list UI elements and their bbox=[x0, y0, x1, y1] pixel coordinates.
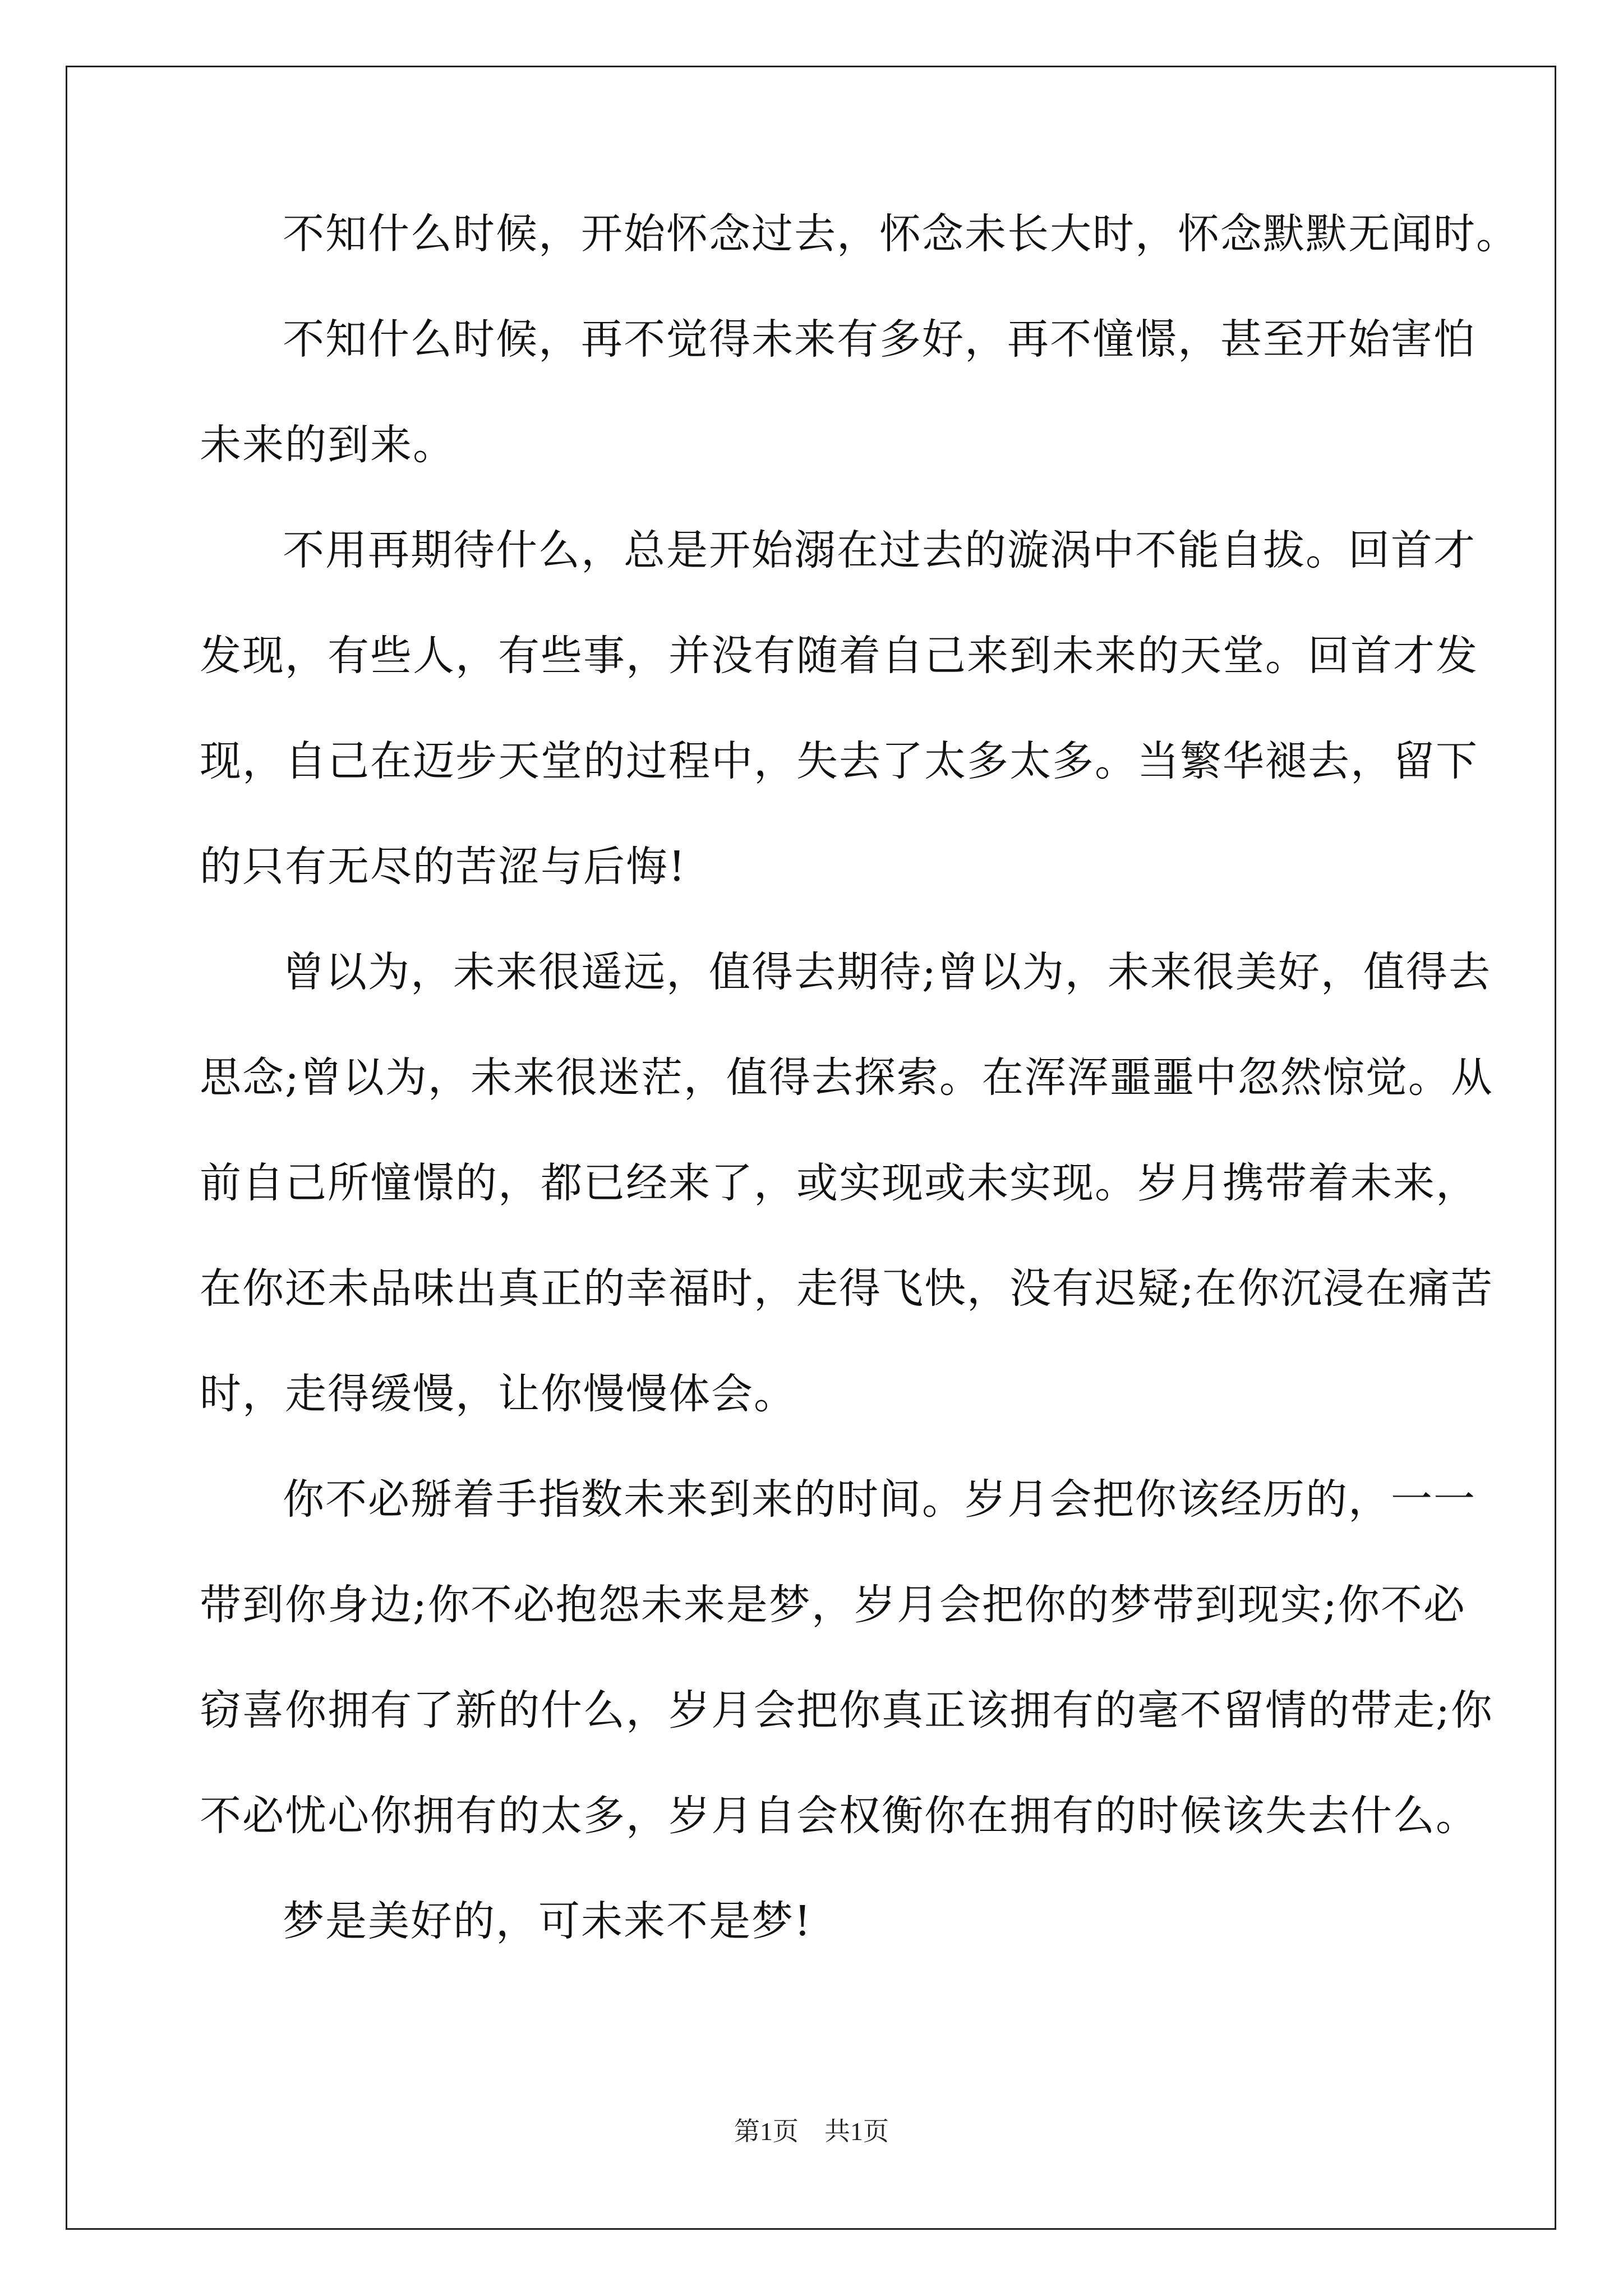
paragraph-4-line-1: 曾以为，未来很遥远，值得去期待;曾以为，未来很美好，值得去 bbox=[283, 948, 1491, 996]
paragraph-5-line-3: 窃喜你拥有了新的什么，岁月会把你真正该拥有的毫不留情的带走;你 bbox=[200, 1686, 1493, 1734]
paragraph-3-line-1: 不用再期待什么，总是开始溺在过去的漩涡中不能自拔。回首才 bbox=[283, 526, 1476, 574]
paragraph-5-line-2: 带到你身边;你不必抱怨未来是梦，岁月会把你的梦带到现实;你不必 bbox=[200, 1581, 1466, 1629]
paragraph-3-line-2: 发现，有些人，有些事，并没有随着自己来到未来的天堂。回首才发 bbox=[200, 632, 1478, 680]
paragraph-5-line-1: 你不必掰着手指数未来到来的时间。岁月会把你该经历的，一一 bbox=[283, 1475, 1476, 1524]
paragraph-4-line-3: 前自己所憧憬的，都已经来了，或实现或未实现。岁月携带着未来， bbox=[200, 1159, 1478, 1207]
paragraph-3-line-3: 现，自己在迈步天堂的过程中，失去了太多太多。当繁华褪去，留下 bbox=[200, 737, 1478, 785]
paragraph-4-line-2: 思念;曾以为，未来很迷茫，值得去探索。在浑浑噩噩中忽然惊觉。从 bbox=[200, 1053, 1493, 1102]
page-footer: 第1页 共1页 bbox=[734, 2117, 889, 2146]
paragraph-4-line-4: 在你还未品味出真正的幸福时，走得飞快，没有迟疑;在你沉浸在痛苦 bbox=[200, 1264, 1493, 1313]
paragraph-3-line-4: 的只有无尽的苦涩与后悔! bbox=[200, 843, 686, 891]
paragraph-4-line-5: 时，走得缓慢，让你慢慢体会。 bbox=[200, 1370, 796, 1418]
paragraph-2-line-2: 未来的到来。 bbox=[200, 421, 455, 469]
paragraph-5-line-4: 不必忧心你拥有的太多，岁月自会权衡你在拥有的时候该失去什么。 bbox=[200, 1792, 1478, 1840]
paragraph-6-line-1: 梦是美好的，可未来不是梦! bbox=[283, 1897, 812, 1945]
paragraph-2-line-1: 不知什么时候，再不觉得未来有多好，再不憧憬，甚至开始害怕 bbox=[283, 315, 1476, 364]
paragraph-1-line-1: 不知什么时候，开始怀念过去，怀念未长大时，怀念默默无闻时。 bbox=[283, 210, 1519, 258]
